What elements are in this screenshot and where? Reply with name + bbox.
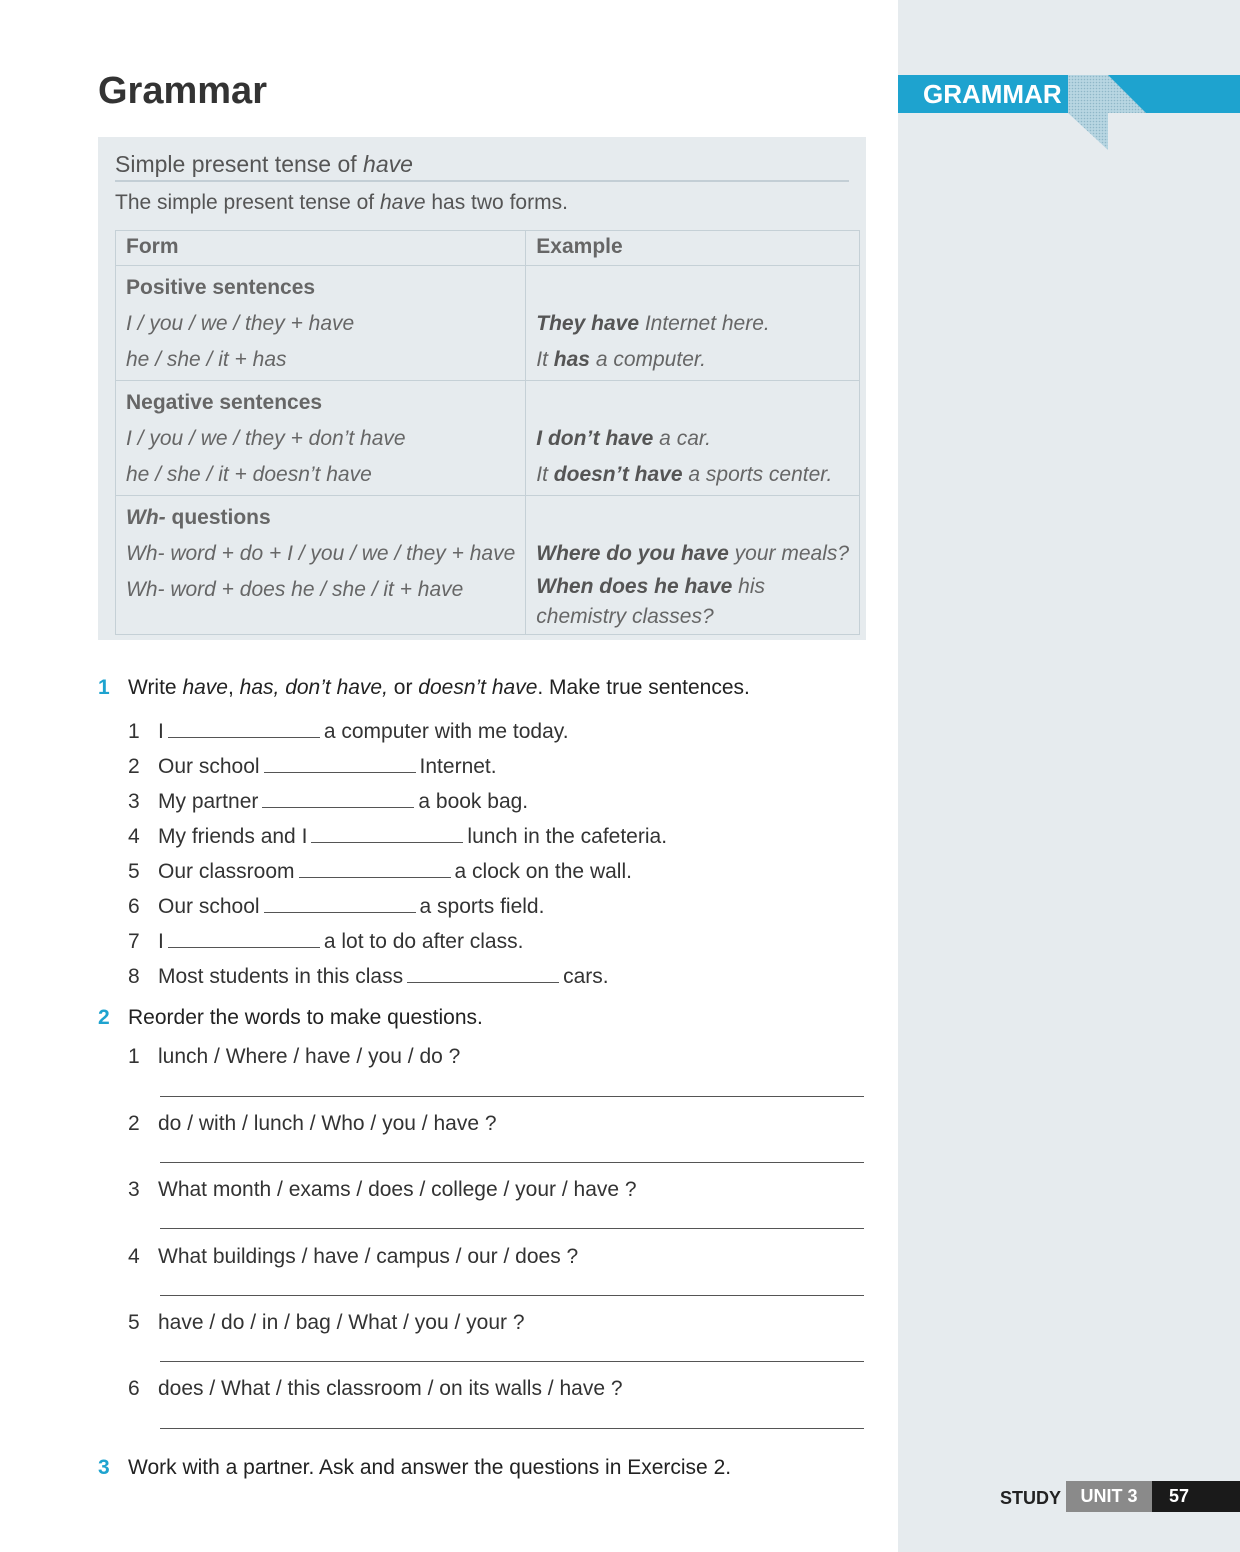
answer-line[interactable] xyxy=(160,1361,864,1362)
wh-example-1: Where do you have your meals? xyxy=(536,542,850,565)
wh-header: Wh- questions xyxy=(126,506,271,529)
column-header-example: Example xyxy=(526,231,860,266)
negative-example-2: It doesn’t have a sports center. xyxy=(536,463,833,486)
exercise-1-item: 7 I a lot to do after class. xyxy=(128,927,523,954)
exercise-1-item: 2 Our school Internet. xyxy=(128,752,497,779)
exercise-1-item: 5 Our classroom a clock on the wall. xyxy=(128,857,632,884)
exercise-1-item: 3 My partner a book bag. xyxy=(128,787,528,814)
negative-forms-cell xyxy=(116,381,526,496)
footer-section-label: STUDY xyxy=(1000,1488,1062,1508)
exercise-2-item: 4 What buildings / have / campus / our / does ? xyxy=(128,1245,579,1268)
answer-line[interactable] xyxy=(160,1162,864,1163)
negative-form-1: I / you / we / they + don’t have xyxy=(126,427,406,450)
answer-line[interactable] xyxy=(160,1295,864,1296)
negative-form-2: he / she / it + doesn’t have xyxy=(126,463,372,486)
exercise-2-item: 3 What month / exams / does / college / your / have ? xyxy=(128,1178,637,1201)
negative-header: Negative sentences xyxy=(126,391,323,414)
exercise-1-instruction: Write have, has, don’t have, or doesn’t have. Make true sentences. xyxy=(128,676,750,699)
sidebar xyxy=(898,0,1240,1552)
column-header-form: Form xyxy=(116,231,526,266)
exercise-1-item: 1 I a computer with me today. xyxy=(128,717,569,744)
positive-example-1: They have Internet here. xyxy=(536,312,770,335)
answer-blank[interactable] xyxy=(299,857,451,878)
answer-blank[interactable] xyxy=(168,927,320,948)
answer-blank[interactable] xyxy=(262,787,414,808)
exercise-1-item: 6 Our school a sports field. xyxy=(128,892,544,919)
section-tab-label: GRAMMAR xyxy=(923,79,1062,109)
wh-form-1: Wh- word + do + I / you / we / they + have xyxy=(126,542,516,565)
ribbon-fold-decoration xyxy=(1068,75,1148,155)
answer-blank[interactable] xyxy=(168,717,320,738)
negative-examples-cell xyxy=(526,381,860,496)
answer-line[interactable] xyxy=(160,1228,864,1229)
wh-forms-cell xyxy=(116,496,526,635)
exercise-1-number: 1 xyxy=(98,676,110,699)
footer-unit-badge: UNIT 3 xyxy=(1066,1481,1152,1512)
exercise-2-item: 6 does / What / this classroom / on its walls / have ? xyxy=(128,1377,623,1400)
positive-form-2: he / she / it + has xyxy=(126,348,287,371)
answer-blank[interactable] xyxy=(311,822,463,843)
positive-header: Positive sentences xyxy=(126,276,316,299)
exercise-1-item: 8 Most students in this class cars. xyxy=(128,962,609,989)
wh-example-2: When does he have his chemistry classes? xyxy=(536,575,766,628)
answer-line[interactable] xyxy=(160,1096,864,1097)
grammar-box-heading: Simple present tense of have xyxy=(115,151,413,177)
positive-form-1: I / you / we / they + have xyxy=(126,312,355,335)
positive-example-2: It has a computer. xyxy=(536,348,706,371)
answer-blank[interactable] xyxy=(264,892,416,913)
exercise-1-item: 4 My friends and I lunch in the cafeteria. xyxy=(128,822,667,849)
table-row-positive xyxy=(116,266,860,381)
wh-examples-cell xyxy=(526,496,860,635)
negative-example-1: I don’t have a car. xyxy=(536,427,711,450)
heading-divider xyxy=(115,180,849,182)
exercise-2-item: 1 lunch / Where / have / you / do ? xyxy=(128,1045,461,1068)
answer-line[interactable] xyxy=(160,1428,864,1429)
table-row-negative xyxy=(116,381,860,496)
exercise-2-item: 2 do / with / lunch / Who / you / have ? xyxy=(128,1112,497,1135)
wh-form-2: Wh- word + does he / she / it + have xyxy=(126,578,464,601)
exercise-2-number: 2 xyxy=(98,1006,110,1029)
table-row-wh-questions xyxy=(116,496,860,635)
page-title: Grammar xyxy=(98,70,267,112)
exercise-2-item: 5 have / do / in / bag / What / you / your ? xyxy=(128,1311,525,1334)
answer-blank[interactable] xyxy=(264,752,416,773)
exercise-2-instruction: Reorder the words to make questions. xyxy=(128,1006,483,1029)
positive-examples-cell xyxy=(526,266,860,381)
grammar-table xyxy=(115,230,860,635)
answer-blank[interactable] xyxy=(407,962,559,983)
grammar-box-intro: The simple present tense of have has two forms. xyxy=(115,191,568,214)
exercise-3-instruction: Work with a partner. Ask and answer the questions in Exercise 2. xyxy=(128,1456,732,1479)
exercise-3-number: 3 xyxy=(98,1456,110,1479)
grammar-reference-box xyxy=(98,137,866,640)
page-number: 57 xyxy=(1152,1481,1240,1512)
positive-forms-cell xyxy=(116,266,526,381)
table-header-row xyxy=(116,231,860,266)
